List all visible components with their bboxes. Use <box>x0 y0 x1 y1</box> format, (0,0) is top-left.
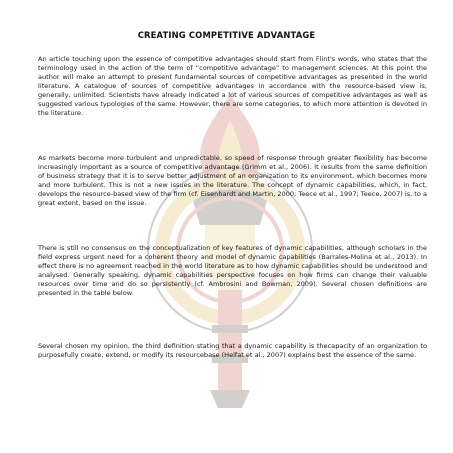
paragraph-3: There is still no consensus on the conceptualization of key features of dynamic capabilities, although scholars in the field express urgent need for a coherent theory and model of dynamic capabilities (Barrales-Molina et al., 2013). In effect there is no agreement reached in the world literature as to how dynamic capabilities should be understood and analysed. Generally speaking, dynamic capabilities perspective focuses on how firms can change their valuable resources over time and do so persistently (cf. Ambrosini and Bowman, 2009). Several chosen definitions are presented in the table below. <box>38 244 427 298</box>
paragraph-2: As markets become more turbulent and unpredictable, so speed of response through greater flexibility has become increasingly important as a source of competitive advantage (Grimm et al., 2006). It results from the same definition of business strategy that it is to serve better adjustment of an organization to its environment, which becomes more and more turbulent. This is not a new issues in the literature. The concept of dynamic capabilities, which, in fact, develops the resource-based view of the firm (cf. Eisenhardt and Martin, 2000; Teece et al., 1997; Teece, 2007) is, to a great extent, based on the issue. <box>38 154 427 208</box>
paragraph-1: An article touching upon the essence of competitive advantages should start from Flint's words, who states that the terminology used in the action of the term of “competitive advantage” to management sciences. At this point the author will make an attempt to present fundamental sources of competitive advantages as presented in the world literature. A catalogue of sources of competitive advantages in accordance with the resource-based view is, generally, unlimited. Scientists have already indicated a lot of various sources of competitive advantages as well as suggested various typologies of the same. However, there are some categories, to which more attention is devoted in the literature. <box>38 55 427 118</box>
paragraph-4: Several chosen my opinion, the third definition stating that a dynamic capability is thecapacity of an organization to purposefully create, extend, or modify its resourcebase (Helfat et al., 2007) explains best the essence of the same. <box>38 342 427 360</box>
document-title: CREATING COMPETITIVE ADVANTAGE <box>137 30 316 40</box>
